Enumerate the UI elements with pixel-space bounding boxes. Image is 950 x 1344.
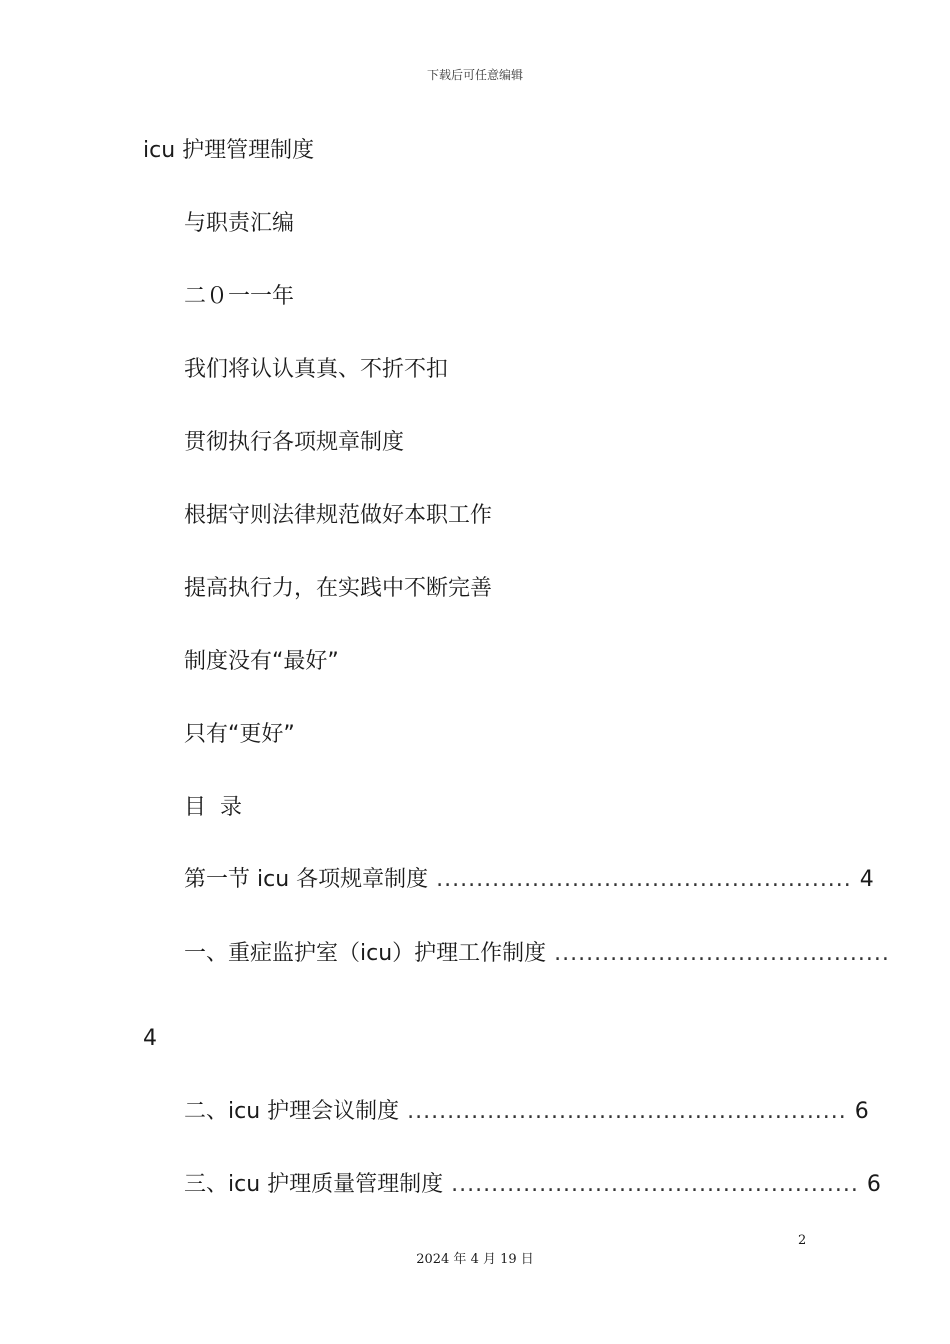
toc-entry[interactable] [184, 940, 890, 968]
toc-entry-leader: .................................................... [436, 867, 852, 892]
toc-entry[interactable] [184, 1098, 869, 1126]
toc-entry-text: 第一节 icu 各项规章制度 [184, 867, 429, 892]
toc-entry-text: 一、重症监护室（icu）护理工作制度 [184, 941, 547, 966]
text-line: 提高执行力，在实践中不断完善 [184, 576, 493, 601]
text-line: 根据守则法律规范做好本职工作 [184, 503, 493, 528]
text-line: 只有“更好” [184, 722, 295, 747]
toc-entry-leader: ................................................... [451, 1172, 859, 1197]
subtitle-line: 与职责汇编 [184, 211, 295, 236]
toc-entry[interactable] [184, 866, 874, 894]
toc-entry[interactable] [184, 1171, 881, 1199]
toc-entry-page: 6 [854, 1099, 869, 1124]
toc-entry-page: 4 [143, 1026, 157, 1051]
toc-entry-page: 6 [866, 1172, 881, 1197]
text-line: 贯彻执行各项规章制度 [184, 430, 405, 455]
toc-entry-leader: .......................................... [554, 941, 890, 966]
text-line: 制度没有“最好” [184, 649, 339, 674]
toc-entry-page: 4 [859, 867, 874, 892]
toc-entry-leader: ....................................................... [407, 1099, 847, 1124]
toc-heading: 目 录 [184, 795, 242, 820]
header-note: 下载后可任意编辑 [426, 68, 523, 82]
document-title: icu 护理管理制度 [143, 138, 315, 163]
text-line: 我们将认认真真、不折不扣 [184, 357, 449, 382]
page-number: 2 [798, 1233, 807, 1248]
footer-date: 2024 年 4 月 19 日 [416, 1252, 534, 1267]
toc-entry-text: 二、icu 护理会议制度 [184, 1099, 400, 1124]
toc-entry-text: 三、icu 护理质量管理制度 [184, 1172, 444, 1197]
year-line: 二０一一年 [184, 284, 295, 309]
